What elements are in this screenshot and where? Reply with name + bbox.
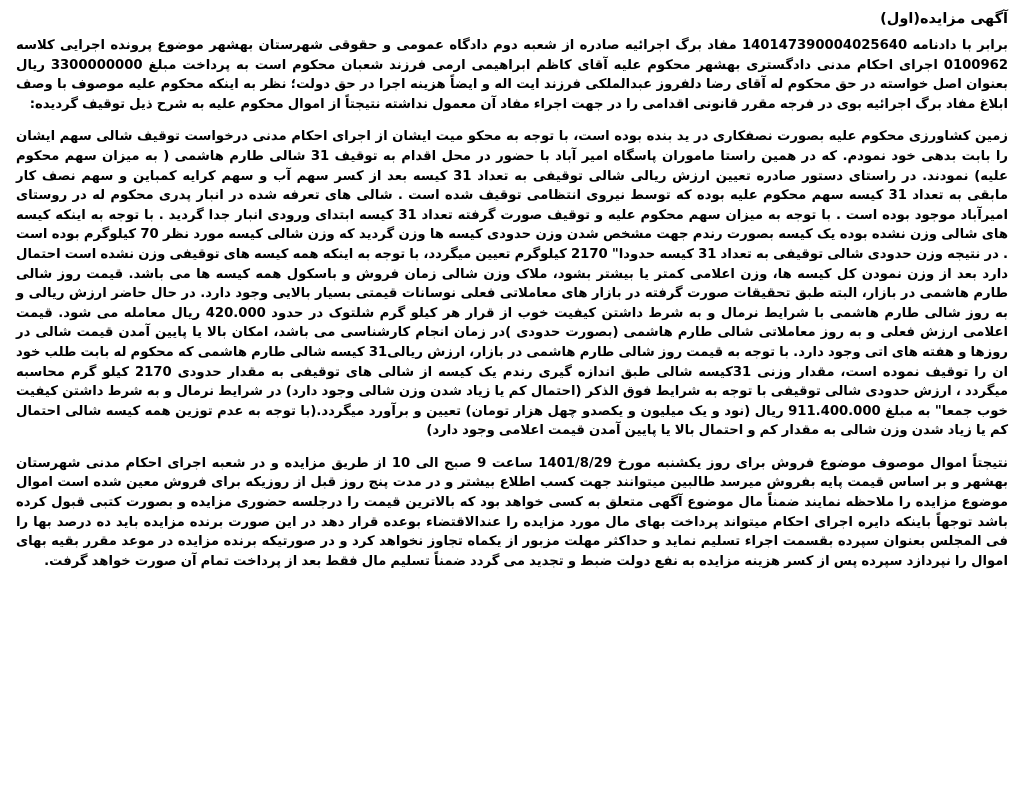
notice-title: آگهی مزایده(اول) — [880, 11, 1008, 27]
notice-paragraph-auction-terms: نتیجتاً اموال موصوف موضوع فروش برای روز یکشنبه مورخ 1401/8/29 ساعت 9 صبح الی 10 از طریق مزایده و در شعبه اجرای احکام مدنی شهرستان بهشهر و بر اساس قیمت پایه بفروش میرسد طالبین میتوانند جهت کسب اطلاع بیشتر و در مدت پنج روز قبل از روزیکه برای فروش معین شده است اموال موضوع مزایده را ملاحظه نمایند ضمناً مال موضوع آگهی متعلق به کسی خواهد بود که بالاترین قیمت را درجلسه حضوری مزایده و بصورت کتبی قبول کرده باشد توجهاً باینکه دایره اجرای احکام میتواند پرداخت بهای مال مورد مزایده را عندالاقتضاء بوعده قرار دهد در این صورت برنده مزایده باید ده درصد بها را فی المجلس بعنوان سپرده بقسمت اجراء تسلیم نماید و حداکثر مهلت مزبور از یکماه تجاوز نخواهد کرد و در صورتیکه برنده مزایده در موعد مقرر بقیه بهای اموال را نپردازد سپرده پس از کسر هزینه مزایده به نفع دولت ضبط و تجدید می گردد ضمناً تسلیم مال فقط بعد از پرداخت تمام آن صورت خواهد گرفت. — [16, 455, 1008, 569]
notice-paragraph-seized-property: زمین کشاورزی محکوم علیه بصورت نصفکاری در ید بنده بوده است، با توجه به محکو میت ایشان از اجرای احکام مدنی درخواست توقیف شالی سهم ایشان را بابت بدهی خود نمودم. که در همین راستا ماموران پاسگاه امیر آباد با حضور در محل اقدام به توقیف 31 شالی طارم هاشمی ( به میزان سهم محکوم علیه) نمودند. در راستای دستور صادره تعیین ارزش ریالی شالی توقیفی به تعداد 31 کیسه بعد از کسر سهم آب و سهم کرایه کمباین و سهم نصف کار مابقی به تعداد 31 کیسه سهم محکوم علیه بوده که توسط نیروی انتظامی توقیف شده است . شالی های تعرفه شده در انبار پدری محکوم له در روستای امیرآباد موجود بوده است . با توجه به میزان سهم محکوم علیه و توقیف صورت گرفته تعداد 31 کیسه ابتدای ورودی انبار جدا گردید . با توجه به اینکه کیسه های شالی وزن نشده بوده یک کیسه بصورت رندم جهت مشخص شدن وزن حدودی کیسه ها وزن گردید که وزن شالی کیسه مورد نظر 70 کیلوگرم بوده است . در نتیجه وزن حدودی شالی توقیفی به تعداد 31 کیسه حدودا" 2170 کیلوگرم تعیین میگردد، با توجه به اینکه همه کیسه های توقیفی وزن نشده است احتمال دارد بعد از وزن نمودن کل کیسه ها، وزن اعلامی کمتر یا بیشتر بشود، ملاک وزن شالی زمان فروش و باسکول همه کیسه ها می باشد. قیمت روز شالی طارم هاشمی در بازار، البته طبق تحقیقات صورت گرفته در بازار های معاملاتی فعلی نوسانات قیمتی بسیار بالایی وجود دارد. در حال حاضر ارزش ریالی و به روز شالی طارم هاشمی با شرایط نرمال و به شرط داشتن کیفیت خوب از قرار هر کیلو گرم شلتوک در حدود 420.000 ریال معامله می شود. قیمت اعلامی ارزش فعلی و به روز معاملاتی شالی طارم هاشمی (بصورت حدودی )در زمان انجام کارشناسی می باشد، امکان بالا یا پایین آمدن قیمت شالی در روزها و هفته های اتی وجود دارد. با توجه به قیمت روز شالی طارم هاشمی در بازار، ارزش ریالی31 کیسه شالی طارم هاشمی که محکوم له بابت طلب خود ان را توقیف نموده است، مقدار وزنی 31کیسه شالی طبق اندازه گیری رندم یک کیسه از شالی های توقیفی به مقدار حدودی 2170 کیلو گرم محاسبه میگردد ، ارزش حدودی شالی توقیفی با توجه به شرایط فوق الذکر (احتمال کم یا زیاد شدن وزن شالی وجود دارد) در شرایط نرمال و به شرط داشتن کیفیت خوب جمعا" به مبلغ 911.400.000 ریال (نود و یک میلیون و یکصدو چهل هزار تومان) تعیین و برآورد میگردد.(با توجه به عدم توزین همه کیسه شالی احتمال کم یا زیاد شدن وزن شالی به مقدار کم و احتمال بالا یا پایین آمدن قیمت اعلامی وجود دارد) — [16, 129, 1009, 439]
notice-paragraph-judgment: برابر با دادنامه 140147390004025640 مفاد برگ اجرائیه صادره از شعبه دوم دادگاه عمومی و حقوقی شهرستان بهشهر موضوع پرونده اجرایی کلاسه 0100962 اجرای احکام مدنی دادگستری بهشهر محکوم علیه آقای کاظم ابراهیمی ارمی فرزند شعبان محکوم است به پرداخت مبلغ 3300000000 ریال بعنوان اصل خواسته در حق محکوم له آقای رضا دلفروز عبدالملکی فرزند ایت اله و ایضاً هزینه اجرا در حق دولت؛ نظر به اینکه محکوم علیه موصوف با وصف ابلاغ مفاد برگ اجرائیه بوی در فرجه مقرر قانونی اقدامی را در جهت اجراء مفاد آن معمول نداشته نتیجتاً از اموال محکوم علیه به شرح ذیل توقیف گردیده: — [16, 38, 1008, 112]
